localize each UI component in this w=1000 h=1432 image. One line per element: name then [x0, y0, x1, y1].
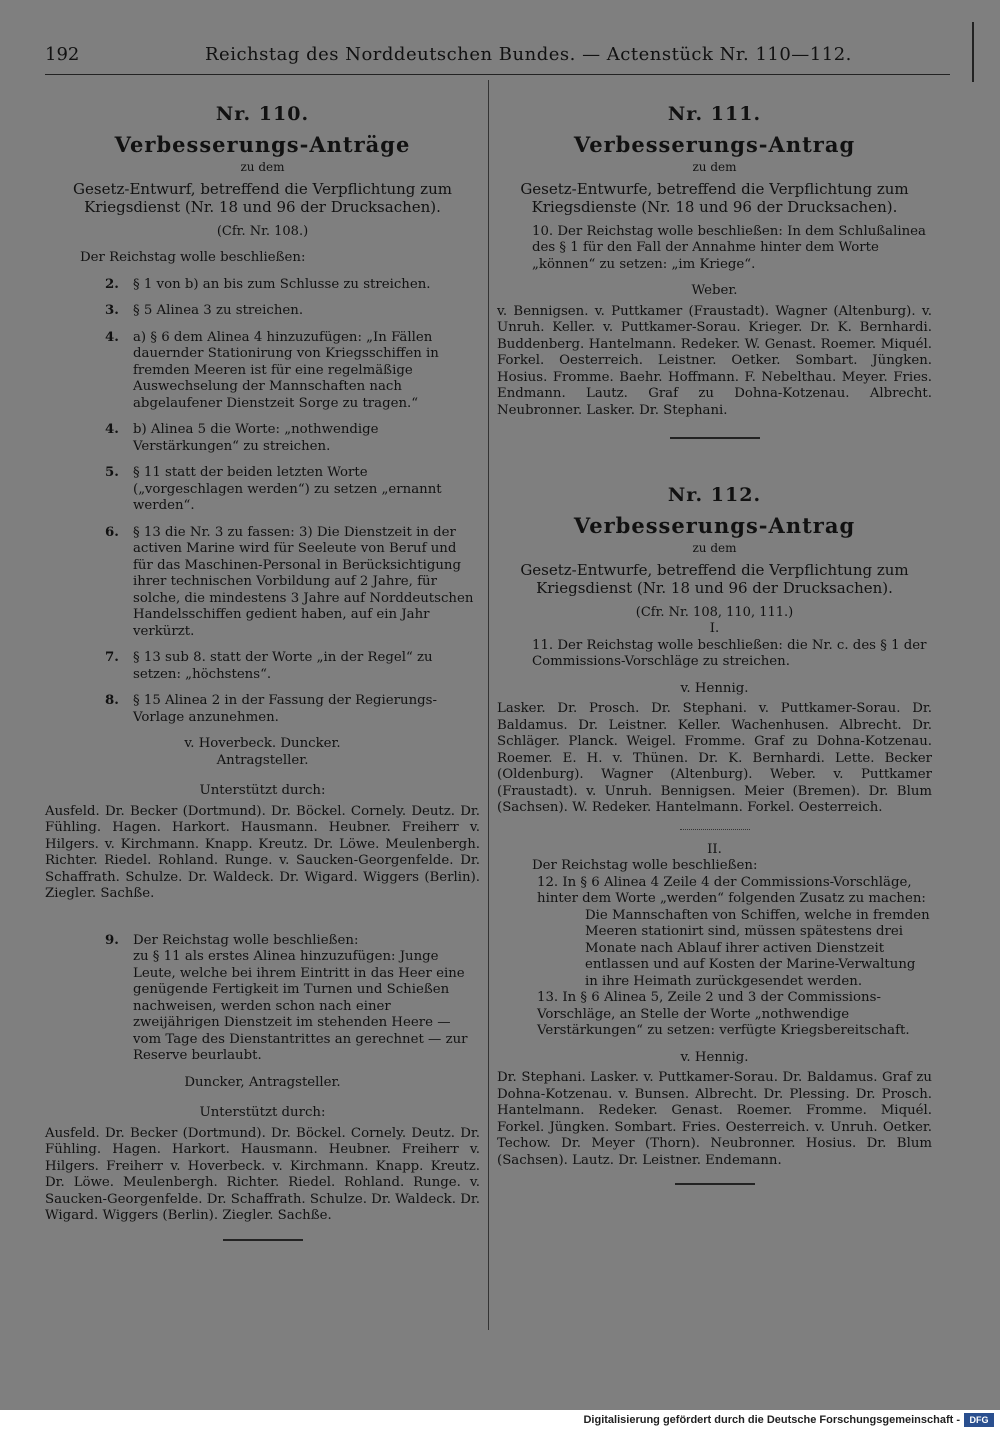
supported-by2: Unterstützt durch:: [199, 1105, 326, 1120]
list-item: 4. b) Alinea 5 die Worte: „nothwendige Verstärkungen“ zu streichen.: [105, 422, 379, 454]
section-rule: [223, 1239, 303, 1241]
document-title: Verbesserungs-Antrag: [573, 512, 856, 538]
signer: Weber.: [691, 283, 738, 298]
dfg-logo: DFG: [964, 1413, 994, 1427]
intro: Der Reichstag wolle beschließen:: [532, 858, 758, 873]
page-number: 192: [45, 44, 80, 65]
footer-text: Digitalisierung gefördert durch die Deutsche Forschungsgemeinschaft -: [583, 1414, 960, 1426]
intro: Der Reichstag wolle beschließen:: [80, 250, 306, 265]
document-subject: Gesetz-Entwurfe, betreffend die Verpflichtung zum Kriegsdienste (Nr. 18 und 96 der Drucksachen).: [520, 179, 909, 216]
list-item: 4. a) § 6 dem Alinea 4 hinzuzufügen: „In Fällen dauernder Stationirung von Kriegsschiffen in fremden Meeren ist für eine regelmäßige Auswechselung der Mannschaften nach abgelaufener Dienstzeit Sorge zu tragen.“: [105, 329, 439, 411]
supporters: Lasker. Dr. Prosch. Dr. Stephani. v. Puttkamer-Sorau. Dr. Baldamus. Dr. Leistner. Keller. Wachenhusen. Albrecht. Dr. Schläger. Planck. Weigel. Fromme. Graf zu Dohna-Kotzenau. Roemer. E. H. v. Thünen. Dr. K. Bernhardi. Lette. Becker (Oldenburg). Wagner (Altenburg). Weber. v. Puttkamer (Fraustadt). v. Unruh. Bennigsen. Meier (Bremen). Dr. Blum (Sachsen). W. Redeker. Hantelmann. Forkel. Oesterreich.: [497, 701, 932, 815]
section-rule: [670, 437, 760, 439]
supported-by: Unterstützt durch:: [199, 783, 326, 798]
signer2: Duncker, Antragsteller.: [184, 1074, 341, 1090]
item13: 13. In § 6 Alinea 5, Zeile 2 und 3 der Commissions-Vorschläge, an Stelle der Worte „nothwendige Verstärkungen“ zu setzen: verfügte Kriegsbereitschaft.: [537, 990, 910, 1038]
section-rule: [675, 1183, 755, 1185]
document-title: Verbesserungs-Anträge: [114, 131, 411, 157]
item10: 10. Der Reichstag wolle beschließen: In dem Schlußalinea des § 1 für den Fall der Annahme hinter dem Worte „können“ zu setzen: „im Kriege“.: [532, 223, 926, 272]
section-roman-2: II.: [707, 841, 722, 857]
document-subject: Gesetz-Entwurfe, betreffend die Verpflichtung zum Kriegsdienst (Nr. 18 und 96 der Drucksachen).: [520, 560, 909, 597]
item-list: [45, 277, 480, 727]
signer: v. Hennig.: [680, 1049, 749, 1065]
column-divider: [488, 80, 489, 1330]
item12: 12. In § 6 Alinea 4 Zeile 4 der Commissions-Vorschläge, hinter dem Worte „werden“ folgenden Zusatz zu machen:: [537, 874, 926, 906]
page-header: [45, 44, 945, 68]
supporters: v. Bennigsen. v. Puttkamer (Fraustadt). Wagner (Altenburg). v. Unruh. Keller. v. Puttkamer-Sorau. Krieger. Dr. K. Bernhardi. Buddenberg. Hantelmann. Redeker. W. Genast. Roemer. Miquél. Forkel. Oesterreich. Leistner. Oetker. Sombart. Jüngken. Hosius. Fromme. Baehr. Hoffmann. F. Nebelthau. Meyer. Fries. Endmann. Lautz. Graf zu Dohna-Kotzenau. Albrecht. Neubronner. Lasker. Dr. Stephani.: [497, 303, 932, 418]
margin-mark: [972, 22, 974, 82]
cfr-reference: (Cfr. Nr. 108, 110, 111.): [635, 604, 794, 620]
left-column: [45, 80, 480, 1241]
supporters2: Ausfeld. Dr. Becker (Dortmund). Dr. Böckel. Cornely. Deutz. Dr. Fühling. Hagen. Harkort. Hausmann. Heubner. Freiherr v. Hilgers. Freiherr v. Hoverbeck. v. Kirchmann. Knapp. Kreutz. Dr. Löwe. Meulenbergh. Richter. Riedel. Rohland. Runge. v. Saucken-Georgenfelde. Dr. Schaffrath. Schulze. Dr. Waldeck. Dr. Wigard. Wiggers (Berlin). Ziegler. Sachße.: [45, 1125, 480, 1223]
separator-dots: [680, 829, 750, 830]
list-item: 5. § 11 statt der beiden letzten Worte („vorgeschlagen werden“) zu setzen „ernannt werden“.: [105, 465, 442, 513]
zu-dem: zu dem: [240, 160, 285, 174]
list-item: 8. § 15 Alinea 2 in der Fassung der Regierungs-Vorlage anzunehmen.: [105, 693, 437, 725]
item12-quote: Die Mannschaften von Schiffen, welche in fremden Meeren stationirt sind, müssen spätestens drei Monate nach Ablauf ihrer activen Dienstzeit entlassen und auf Kosten der Marine-Verwaltung in ihre Heimath zurückgesendet werden.: [585, 907, 930, 989]
zu-dem: zu dem: [692, 541, 737, 555]
running-title: Reichstag des Norddeutschen Bundes. — Actenstück Nr. 110—112.: [205, 44, 852, 65]
document-title: Verbesserungs-Antrag: [573, 131, 856, 157]
document-number: Nr. 110.: [215, 103, 310, 125]
zu-dem: zu dem: [692, 160, 737, 174]
signer: v. Hennig.: [680, 680, 749, 696]
document-subject: Gesetz-Entwurf, betreffend die Verpflichtung zum Kriegsdienst (Nr. 18 und 96 der Drucksachen).: [73, 179, 452, 216]
document-number: Nr. 111.: [667, 103, 762, 125]
list-item: 7. § 13 sub 8. statt der Worte „in der Regel“ zu setzen: „höchstens“.: [105, 650, 433, 682]
list-item: 6. § 13 die Nr. 3 zu fassen: 3) Die Dienstzeit in der activen Marine wird für Seeleute von Beruf und für das Maschinen-Personal in Berücksichtigung ihrer technischen Vorbildung auf 2 Jahre, für solche, die mindestens 3 Jahre auf Norddeutschen Handelsschiffen gedient haben, auf ein Jahr verkürzt.: [105, 524, 474, 639]
document-number: Nr. 112.: [667, 484, 762, 506]
signer-role: Antragsteller.: [216, 752, 309, 768]
item9-text: zu § 11 als erstes Alinea hinzuzufügen: Junge Leute, welche bei ihrem Eintritt in das Heer eine genügende Fertigkeit im Turnen und Schießen nachweisen, werden schon nach einer zweijährigen Dienstzeit im stehenden Heere — vom Tage des Dienstantrittes an gerechnet — zur Reserve beurlaubt.: [133, 949, 468, 1063]
supporters: Ausfeld. Dr. Becker (Dortmund). Dr. Böckel. Cornely. Deutz. Dr. Fühling. Hagen. Harkort. Hausmann. Heubner. Freiherr v. Hilgers. v. Kirchmann. Knapp. Kreutz. Dr. Löwe. Meulenbergh. Richter. Riedel. Rohland. Runge. v. Saucken-Georgenfelde. Dr. Schaffrath. Schulze. Dr. Waldeck. Dr. Wigard. Wiggers (Berlin). Ziegler. Sachße.: [45, 803, 480, 901]
signer: v. Hoverbeck. Duncker.: [184, 736, 341, 751]
supporters: Dr. Stephani. Lasker. v. Puttkamer-Sorau. Dr. Baldamus. Graf zu Dohna-Kotzenau. v. Bunsen. Albrecht. Dr. Plessing. Dr. Prosch. Hantelmann. Redeker. Genast. Roemer. Fromme. Miquél. Forkel. Jüngken. Sombart. Fries. Oesterreich. v. Unruh. Oetker. Techow. Dr. Meyer (Thorn). Neubronner. Hosius. Dr. Blum (Sachsen). Lautz. Dr. Leistner. Endemann.: [497, 1070, 932, 1168]
item11: 11. Der Reichstag wolle beschließen: die Nr. c. des § 1 der Commissions-Vorschläge zu streichen.: [532, 637, 927, 669]
cfr-reference: (Cfr. Nr. 108.): [216, 223, 309, 239]
list-item: 9. Der Reichstag wolle beschließen:: [105, 932, 359, 948]
list-item: 3. § 5 Alinea 3 zu streichen.: [105, 303, 304, 318]
list-item: 2. § 1 von b) an bis zum Schlusse zu streichen.: [105, 276, 431, 292]
header-rule: [45, 74, 950, 75]
right-column: [497, 80, 932, 1185]
section-roman-1: I.: [709, 621, 720, 636]
footer: [0, 1410, 1000, 1432]
